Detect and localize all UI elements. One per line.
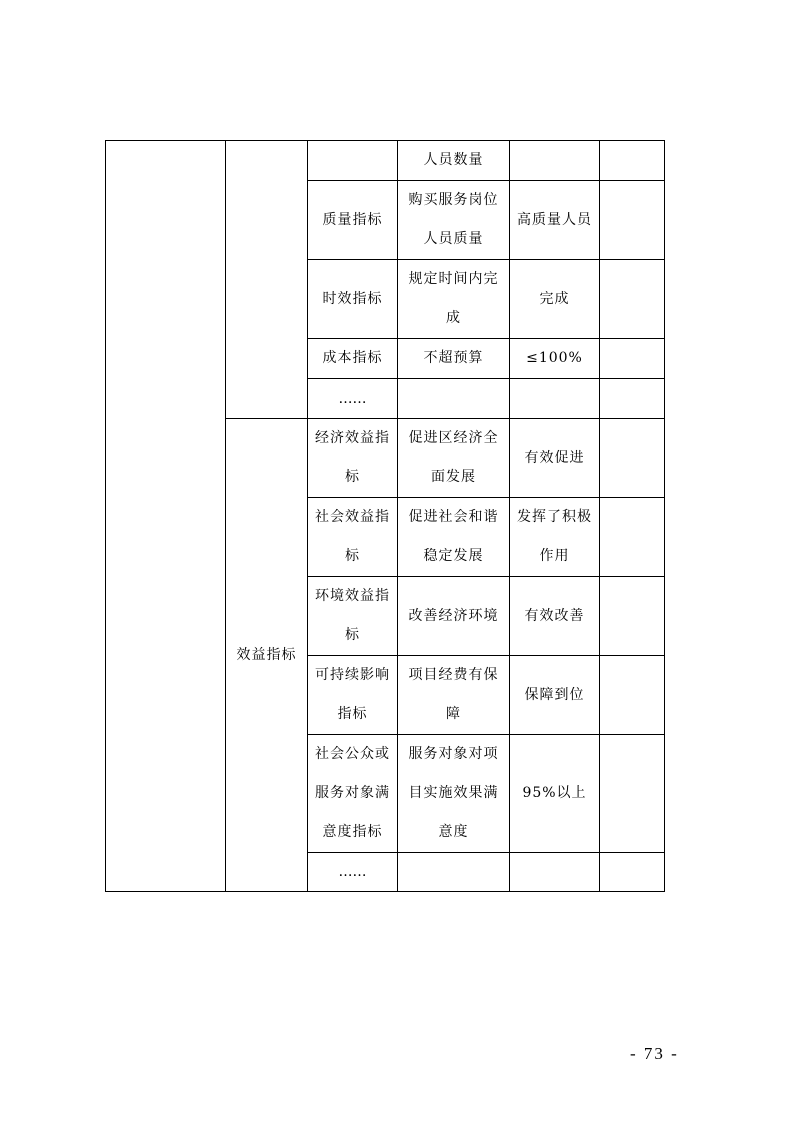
remark-cell [600,181,665,260]
indicator-content-cell: 促进社会和谐稳定发展 [398,498,510,577]
indicator-value-cell: 有效改善 [510,577,600,656]
remark-cell [600,379,665,419]
ellipsis-cell: …… [308,853,398,892]
tertiary-indicator-cell [308,141,398,181]
ellipsis-cell: …… [308,379,398,419]
remark-cell [600,735,665,853]
indicator-value-cell: ≤100% [510,339,600,379]
indicator-content-cell: 购买服务岗位人员质量 [398,181,510,260]
indicator-content-cell [398,379,510,419]
tertiary-indicator-cell: 社会效益指标 [308,498,398,577]
tertiary-indicator-cell: 可持续影响指标 [308,656,398,735]
indicator-content-cell: 人员数量 [398,141,510,181]
remark-cell [600,339,665,379]
page-number: - 73 - [630,1044,679,1063]
indicator-value-cell: 95%以上 [510,735,600,853]
remark-cell [600,419,665,498]
table-row [106,141,665,181]
indicator-value-cell: 保障到位 [510,656,600,735]
secondary-indicator-benefit: 效益指标 [226,419,308,892]
indicator-content-cell: 服务对象对项目实施效果满意度 [398,735,510,853]
indicator-content-cell: 项目经费有保障 [398,656,510,735]
tertiary-indicator-cell: 社会公众或服务对象满意度指标 [308,735,398,853]
remark-cell [600,498,665,577]
tertiary-indicator-cell: 经济效益指标 [308,419,398,498]
indicator-value-cell [510,141,600,181]
indicator-content-cell: 不超预算 [398,339,510,379]
indicator-content-cell: 促进区经济全面发展 [398,419,510,498]
primary-indicator-cell [106,141,226,892]
remark-cell [600,853,665,892]
indicator-value-cell [510,379,600,419]
indicator-content-cell: 规定时间内完成 [398,260,510,339]
tertiary-indicator-cell: 时效指标 [308,260,398,339]
indicator-content-cell [398,853,510,892]
indicator-value-cell: 高质量人员 [510,181,600,260]
indicator-value-cell: 完成 [510,260,600,339]
tertiary-indicator-cell: 质量指标 [308,181,398,260]
indicator-value-cell: 有效促进 [510,419,600,498]
secondary-indicator-cell [226,141,308,419]
indicator-value-cell [510,853,600,892]
remark-cell [600,141,665,181]
indicator-content-cell: 改善经济环境 [398,577,510,656]
tertiary-indicator-cell: 环境效益指标 [308,577,398,656]
tertiary-indicator-cell: 成本指标 [308,339,398,379]
remark-cell [600,577,665,656]
performance-indicator-table [105,140,665,892]
remark-cell [600,656,665,735]
remark-cell [600,260,665,339]
indicator-value-cell: 发挥了积极作用 [510,498,600,577]
